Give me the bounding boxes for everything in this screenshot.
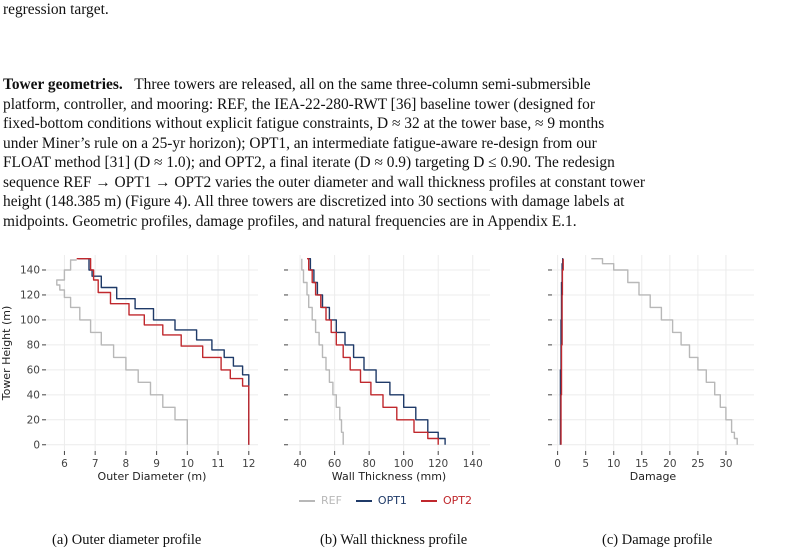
y-tick-label: 120 [19, 289, 40, 302]
series-line-opt2 [307, 259, 438, 445]
caption-a: (a) Outer diameter profile [52, 532, 202, 548]
y-tick-label: 40 [26, 389, 40, 402]
legend-item-opt2: OPT2 [421, 494, 472, 507]
caption-c: (c) Damage profile [602, 532, 713, 548]
series-line-ref [591, 259, 737, 445]
x-tick-label: 140 [462, 458, 483, 470]
chart-outer-diameter [0, 245, 265, 490]
x-tick-label: 0 [554, 458, 561, 470]
x-tick-label: 7 [91, 458, 99, 470]
x-tick-label: 120 [428, 458, 449, 470]
paragraph-line-2: platform, controller, and mooring: REF, the IEA-22-280-RWT [36] baseline tower (designed for [3, 95, 595, 113]
x-tick-label: 10 [607, 458, 621, 470]
series-line-opt1 [78, 259, 249, 445]
paragraph-previous-tail: regression target. [3, 1, 109, 18]
paragraph-line-7: height (148.385 m) (Figure 4). All three towers are discretized into 30 sections with damage labels at [3, 193, 625, 210]
paragraph-line-1: Tower geometries. Three towers are released, all on the same three-column semi-submersible [3, 76, 591, 93]
paragraph-tower-geometries [3, 75, 801, 231]
x-tick-label: 25 [691, 458, 705, 470]
x-tick-label: 30 [719, 458, 733, 470]
x-tick-label: 5 [582, 458, 590, 470]
x-tick-label: 40 [293, 458, 307, 470]
x-tick-label: 15 [635, 458, 649, 470]
series-line-opt1 [309, 259, 445, 445]
x-tick-label: 8 [122, 458, 130, 470]
paragraph-heading: Tower geometries. [3, 76, 123, 93]
series-line-ref [302, 259, 343, 445]
legend-item-ref: REF [299, 494, 342, 507]
paragraph-line-5: FLOAT method [31] (D ≈ 1.0); and OPT2, a final iterate (D ≈ 0.9) targeting D ≤ 0.90. The redesign [3, 154, 615, 171]
x-axis-label: Outer Diameter (m) [97, 470, 207, 483]
y-tick-label: 80 [26, 339, 40, 352]
paragraph-line-6: sequence REF → OPT1 → OPT2 varies the outer diameter and wall thickness profiles at constant tower [3, 173, 645, 191]
chart-legend [299, 494, 472, 507]
series-line-opt2 [77, 259, 249, 445]
caption-b: (b) Wall thickness profile [320, 532, 468, 548]
paragraph-line-4: under Miner’s rule on a 25-yr horizon); OPT1, an intermediate fatigue-aware re-design from our [3, 134, 597, 152]
chart-wall-thickness [268, 245, 508, 490]
paragraph-line-8: midpoints. Geometric profiles, damage profiles, and natural frequencies are in Appendix E.1. [3, 212, 577, 230]
x-tick-label: 12 [242, 458, 256, 470]
x-tick-label: 6 [61, 458, 68, 470]
y-tick-label: 60 [26, 364, 40, 377]
paragraph-previous [3, 0, 801, 20]
y-tick-label: 20 [26, 414, 40, 427]
y-tick-label: 140 [19, 264, 40, 277]
x-tick-label: 20 [663, 458, 677, 470]
x-tick-label: 80 [362, 458, 376, 470]
x-tick-label: 9 [153, 458, 160, 470]
legend-item-opt1: OPT1 [356, 494, 407, 507]
x-axis-label: Wall Thickness (mm) [331, 470, 447, 483]
series-line-ref [57, 260, 188, 445]
chart-damage [532, 245, 772, 490]
y-tick-label: 100 [19, 314, 40, 327]
x-tick-label: 10 [180, 458, 195, 470]
y-axis-label: Tower Height (m) [0, 305, 13, 401]
x-axis-label: Damage [629, 470, 677, 483]
paragraph-line-3: fixed-bottom conditions without explicit fatigue constraints, D ≈ 32 at the tower base, ≈ 9 months [3, 115, 605, 132]
x-tick-label: 11 [211, 458, 225, 470]
y-tick-label: 0 [33, 439, 40, 452]
x-tick-label: 60 [327, 458, 342, 470]
x-tick-label: 100 [393, 458, 414, 470]
